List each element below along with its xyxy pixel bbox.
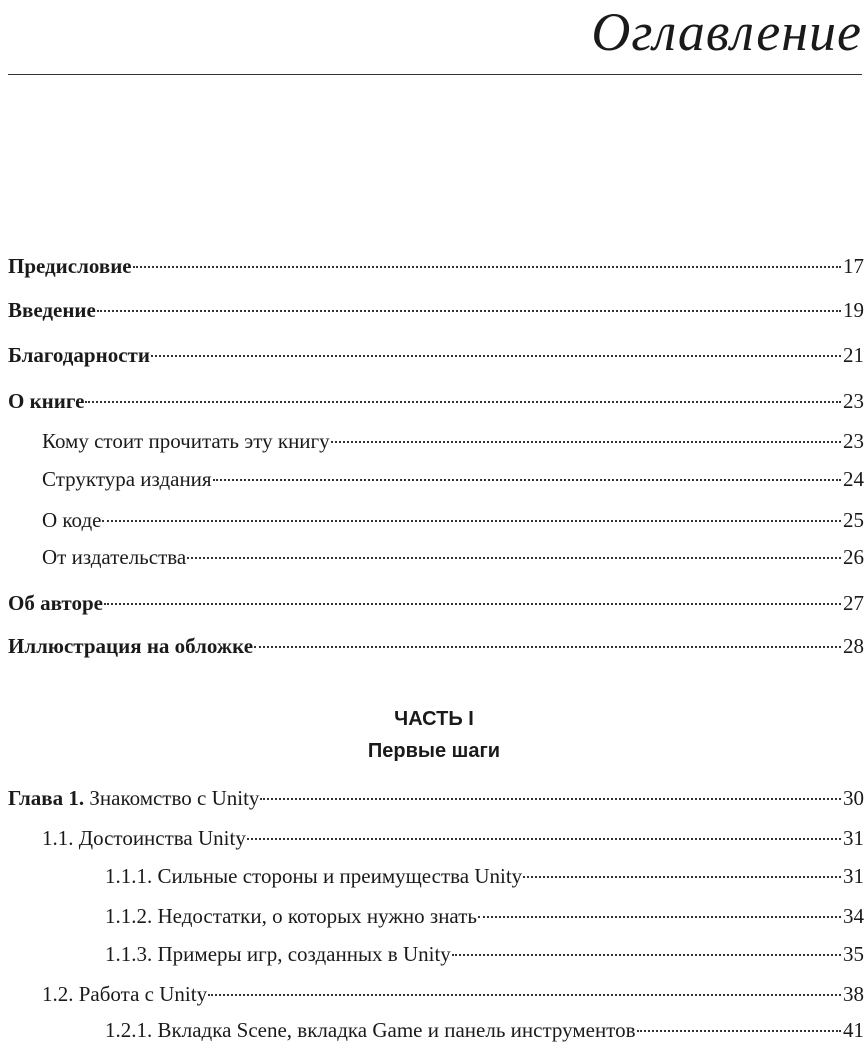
part-name: Первые шаги [367,740,501,762]
entry-label: Предисловие [8,254,132,278]
toc-entry-about-book[interactable] [8,387,864,415]
entry-label: Структура издания [42,467,212,491]
toc-entry-structure[interactable] [8,465,864,493]
toc-entry-about-code[interactable] [8,506,864,534]
toc-entry-about-author[interactable] [8,589,864,617]
entry-label: Кому стоит прочитать эту книгу [42,429,330,453]
entry-page-number: 41 [843,1018,864,1042]
entry-label: 1.1. Достоинства Unity [42,826,246,850]
toc-entry-1-1[interactable] [8,824,864,852]
entry-page-number: 27 [843,591,864,615]
entry-page-number: 21 [843,343,864,367]
dot-leader [254,646,841,648]
entry-page-number: 25 [843,508,864,532]
entry-label: 1.2.1. Вкладка Scene, вкладка Game и панель инструментов [105,1018,636,1042]
toc-entry-introduction[interactable] [8,296,864,324]
entry-page-number: 17 [843,254,864,278]
entry-label: О коде [42,508,102,532]
toc-entry-acknowledgements[interactable] [8,341,864,369]
toc-entry-1-1-2[interactable] [8,902,864,930]
dot-leader [97,310,841,312]
dot-leader [102,520,841,522]
chapter-title: Знакомство с Unity [89,786,260,810]
entry-label [8,784,259,812]
dot-leader [523,876,841,878]
title-rule [8,74,862,75]
dot-leader [104,603,841,605]
entry-label: Введение [8,298,96,322]
entry-page-number: 19 [843,298,864,322]
part-number: ЧАСТЬ I [394,708,474,730]
toc-entry-1-1-1[interactable] [8,862,864,890]
entry-page-number: 24 [843,467,864,491]
dot-leader [247,838,841,840]
dot-leader [85,401,841,403]
entry-page-number: 34 [843,904,864,928]
toc-entry-1-1-3[interactable] [8,940,864,968]
dot-leader [478,916,841,918]
entry-label: Иллюстрация на обложке [8,634,254,658]
entry-page-number: 30 [843,786,864,810]
dot-leader [151,355,841,357]
toc-entry-1-2-1[interactable] [8,1016,864,1044]
entry-page-number: 23 [843,429,864,453]
entry-label: О книге [8,389,85,413]
dot-leader [187,557,841,559]
dot-leader [133,266,841,268]
entry-page-number: 31 [843,826,864,850]
entry-label: От издательства [42,545,187,569]
entry-label: 1.2. Работа с Unity [42,982,208,1006]
toc-entry-chapter-1[interactable] [8,784,864,812]
entry-page-number: 28 [843,634,864,658]
entry-page-number: 23 [843,389,864,413]
entry-page-number: 31 [843,864,864,888]
toc-entry-who-should-read[interactable] [8,427,864,455]
dot-leader [452,954,841,956]
dot-leader [208,994,841,996]
entry-page-number: 35 [843,942,864,966]
dot-leader [213,479,841,481]
entry-label: Об авторе [8,591,103,615]
page-title: Оглавление [591,2,862,62]
toc-entry-from-publisher[interactable] [8,543,864,571]
entry-label: 1.1.1. Сильные стороны и преимущества Unity [105,864,523,888]
chapter-prefix: Глава 1. [8,786,85,810]
toc-entry-preface[interactable] [8,252,864,280]
toc-entry-cover-illustration[interactable] [8,632,864,660]
entry-page-number: 38 [843,982,864,1006]
toc-entry-1-2[interactable] [8,980,864,1008]
dot-leader [260,798,841,800]
entry-label: 1.1.3. Примеры игр, созданных в Unity [105,942,451,966]
entry-label: 1.1.2. Недостатки, о которых нужно знать [105,904,477,928]
entry-label: Благодарности [8,343,150,367]
dot-leader [637,1030,842,1032]
dot-leader [331,441,841,443]
entry-page-number: 26 [843,545,864,569]
